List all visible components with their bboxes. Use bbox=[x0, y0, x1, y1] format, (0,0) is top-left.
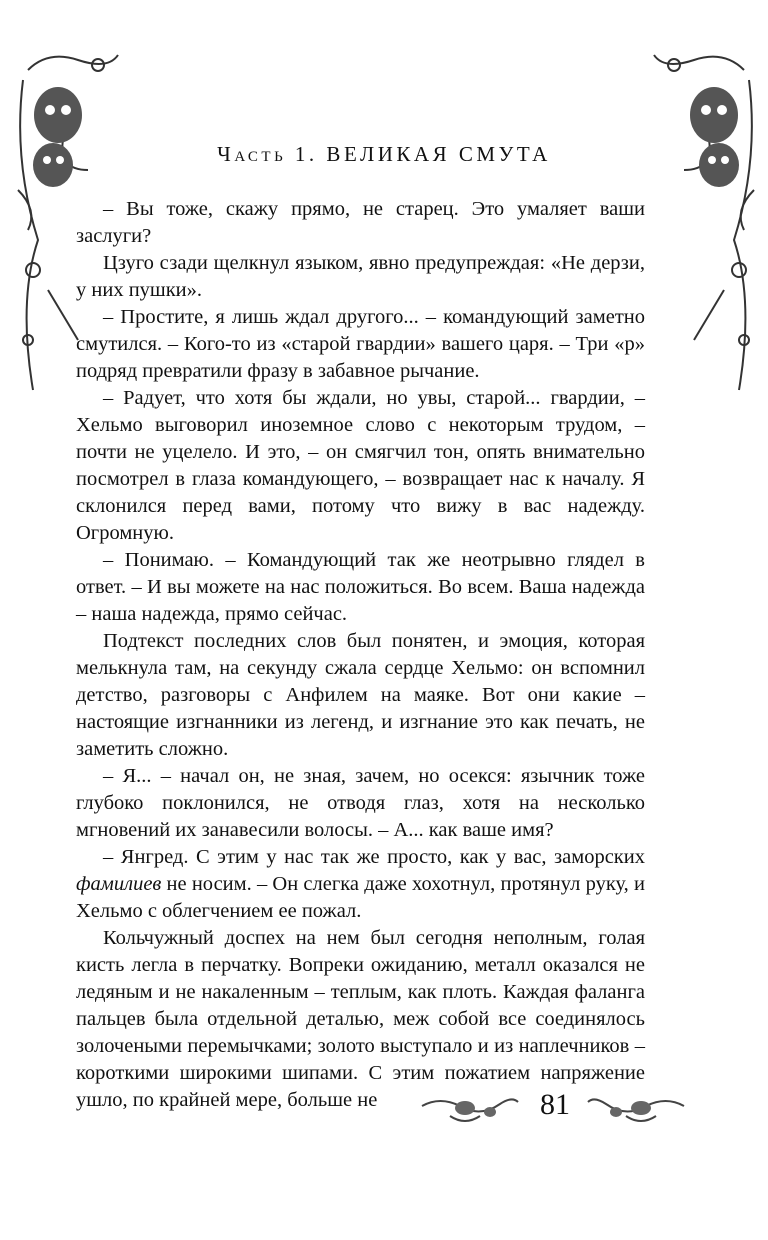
folio bbox=[0, 1082, 768, 1132]
page-number: 81 bbox=[540, 1088, 570, 1121]
paragraph: Подтекст последних слов был понятен, и эмоция, которая мелькнула там, на секунду сжала сердце Хельмо: он вспомнил детство, разговоры с Анфилем на маяке. Вот они какие – настоящие изгнанники из легенд, и изгнание это как печать, не заметить сложно. bbox=[76, 630, 645, 760]
paragraph: – Простите, я лишь ждал другого... – командующий заметно смутился. – Кого-то из «старой гвардии» вашего царя. – Три «р» подряд превратили фразу в забавное рычание. bbox=[76, 306, 645, 382]
running-head: Часть 1. ВЕЛИКАЯ СМУТА bbox=[217, 142, 551, 166]
italic-word: фамилиев bbox=[76, 873, 162, 895]
paragraph-yangred bbox=[76, 844, 645, 925]
paragraph: – Радует, что хотя бы ждали, но увы, старой... гвардии, – Хельмо выговорил иноземное слово с некоторым трудом, – почти не уцелело. И это, – он смягчил тон, опять внимательно посмотрел в глаза командующего, – возвращает нас к началу. Я склонился перед вами, потому что вижу в вас надежду. Огромную. bbox=[76, 387, 645, 544]
right-corner-ornament bbox=[644, 40, 764, 430]
paragraph: Цзуго сзади щелкнул языком, явно предупреждая: «Не дерзи, у них пушки». bbox=[76, 252, 645, 301]
paragraph: – Вы тоже, скажу прямо, не старец. Это умаляет ваши заслуги? bbox=[76, 198, 645, 247]
body-text bbox=[76, 196, 645, 1114]
folio-ornament-left bbox=[420, 1092, 520, 1128]
text-run: – Янгред. С этим у нас так же просто, как у вас, заморских bbox=[103, 846, 645, 868]
paragraph: Кольчужный доспех на нем был сегодня неполным, голая кисть легла в перчатку. Вопреки ожиданию, металл оказался не ледяным и не накаленным – теплым, как плоть. Каждая фаланга пальцев была отдельной деталью, меж собой все соединялось золочеными перемычками; золото выступало и из наплечников – короткими широкими шипами. С этим пожатием напряжение ушло, по крайней мере, больше не bbox=[76, 927, 645, 1111]
paragraph: – Я... – начал он, не зная, зачем, но осекся: язычник тоже глубоко поклонился, не отводя глаз, хотя на несколько мгновений их занавесили волосы. – А... как ваше имя? bbox=[76, 765, 645, 841]
folio-ornament-right bbox=[586, 1092, 686, 1128]
text-run: не носим. – Он слегка даже хохотнул, протянул руку, и Хельмо с облегчением ее пожал. bbox=[76, 873, 645, 922]
paragraph: – Понимаю. – Командующий так же неотрывно глядел в ответ. – И вы можете на нас положиться. Во всем. Ваша надежда – наша надежда, прямо сейчас. bbox=[76, 549, 645, 625]
